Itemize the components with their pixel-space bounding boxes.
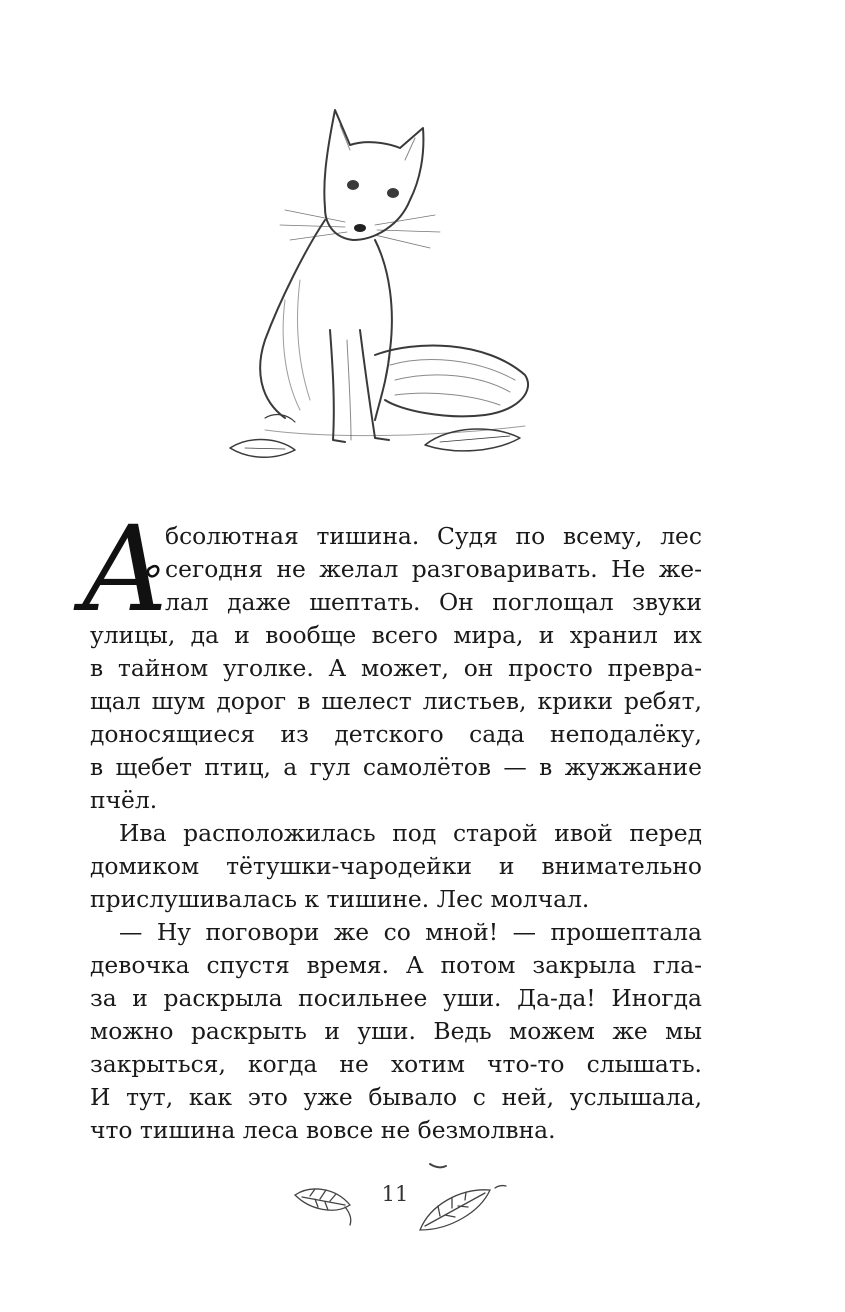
text-line: Ива расположилась под старой ивой перед (119, 819, 702, 847)
leaf-right-icon (410, 1160, 510, 1240)
text-line: пчёл. (90, 786, 158, 814)
text-line: лал даже шептать. Он поглощал звуки (165, 588, 702, 616)
text-line: за и раскрыла посильнее уши. Да-да! Иногда (90, 984, 702, 1012)
text-line: улицы, да и вообще всего мира, и хранил их (90, 621, 702, 649)
text-line: в щебет птиц, а гул самолётов — в жужжание (90, 753, 702, 781)
text-line: доносящиеся из детского сада неподалёку, (90, 720, 702, 748)
text-line: домиком тётушки-чародейки и внимательно (90, 852, 702, 880)
text-line: сегодня не желал разговаривать. Не же- (165, 555, 702, 583)
text-line: прислушивалась к тишине. Лес молчал. (90, 885, 590, 913)
text-line: бсолютная тишина. Судя по всему, лес (165, 522, 702, 550)
fox-icon (225, 100, 565, 480)
leaf-left-icon (290, 1175, 370, 1230)
text-line: И тут, как это уже бывало с ней, услышала, (90, 1083, 702, 1111)
text-line: девочка спустя время. А потом закрыла гла- (90, 951, 702, 979)
dropcap (80, 500, 170, 638)
text-line: что тишина леса вовсе не безмолвна. (90, 1116, 556, 1144)
text-line: — Ну поговори же со мной! — прошептала (119, 918, 702, 946)
dropcap-letter: А (80, 500, 170, 638)
text-line: щал шум дорог в шелест листьев, крики ребят, (90, 687, 702, 715)
text-line: закрыться, когда не хотим что-то слышать. (90, 1050, 702, 1078)
text-line: в тайном уголке. А может, он просто превра- (90, 654, 702, 682)
page-number: 11 (381, 1182, 409, 1206)
text-line: можно раскрыть и уши. Ведь можем же мы (90, 1017, 702, 1045)
